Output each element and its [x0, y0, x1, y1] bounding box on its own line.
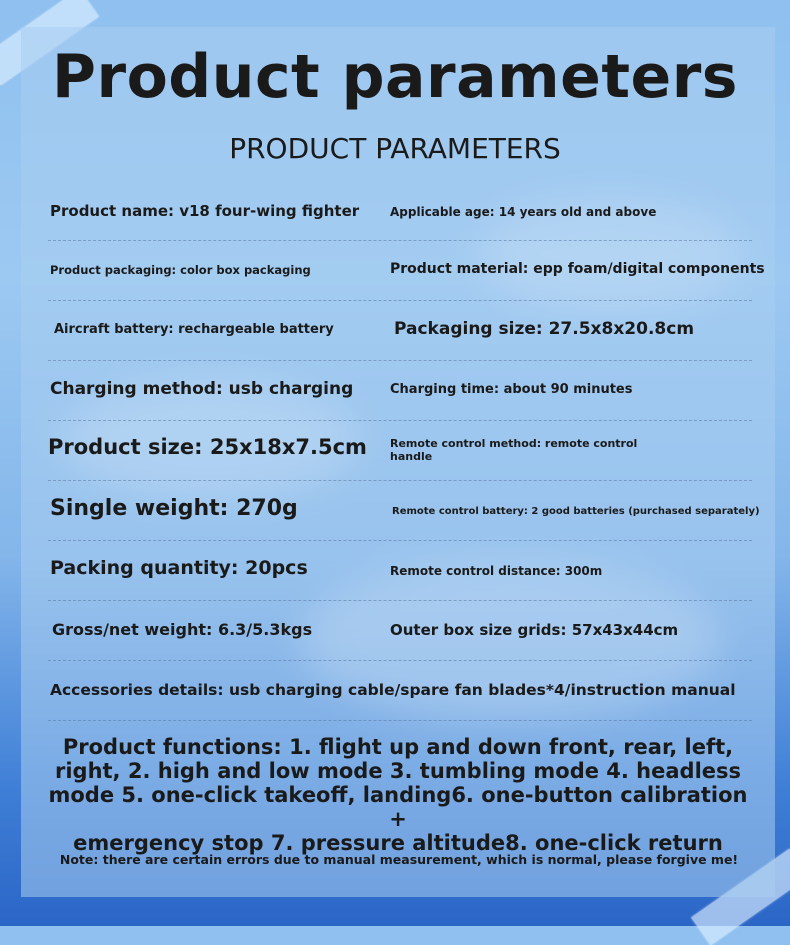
param-applicable-age: Applicable age: 14 years old and above — [390, 205, 657, 219]
param-remote-battery: Remote control battery: 2 good batteries (purchased separately) — [392, 506, 760, 517]
param-row — [48, 480, 760, 541]
param-row — [48, 420, 752, 481]
param-packaging-size: Packaging size: 27.5x8x20.8cm — [394, 319, 695, 339]
product-functions — [40, 735, 756, 855]
param-gross-net-weight: Gross/net weight: 6.3/5.3kgs — [52, 620, 313, 639]
param-aircraft-battery: Aircraft battery: rechargeable battery — [54, 322, 334, 337]
param-row — [48, 540, 752, 601]
functions-line: emergency stop 7. pressure altitude8. one-click return — [73, 831, 723, 855]
param-row — [48, 600, 752, 661]
param-row — [48, 360, 752, 421]
param-charging-time: Charging time: about 90 minutes — [390, 382, 633, 397]
disclaimer-note: Note: there are certain errors due to manual measurement, which is normal, please forgive me! — [59, 852, 739, 867]
param-single-weight: Single weight: 270g — [50, 496, 298, 521]
functions-line: right, 2. high and low mode 3. tumbling mode 4. headless — [54, 759, 742, 783]
param-packing-quantity: Packing quantity: 20pcs — [50, 557, 308, 579]
param-remote-method-cont: handle — [390, 450, 433, 463]
param-remote-method: Remote control method: remote control — [390, 437, 638, 450]
functions-line: Product functions: 1. flight up and down front, rear, left, — [62, 735, 734, 759]
param-product-material: Product material: epp foam/digital components — [390, 261, 765, 277]
param-row — [48, 660, 752, 721]
param-charging-method: Charging method: usb charging — [50, 379, 354, 399]
functions-line: mode 5. one-click takeoff, landing6. one-button calibration + — [48, 783, 748, 831]
param-product-name: Product name: v18 four-wing fighter — [50, 202, 360, 220]
page-subtitle: PRODUCT PARAMETERS — [229, 132, 561, 165]
param-row — [48, 240, 765, 301]
param-accessories: Accessories details: usb charging cable/spare fan blades*4/instruction manual — [50, 681, 736, 699]
param-product-packaging: Product packaging: color box packaging — [50, 263, 311, 277]
param-row — [48, 196, 752, 241]
page-title: Product parameters — [52, 42, 738, 112]
param-outer-box-size: Outer box size grids: 57x43x44cm — [390, 621, 679, 639]
param-remote-distance: Remote control distance: 300m — [390, 564, 603, 578]
param-product-size: Product size: 25x18x7.5cm — [48, 435, 367, 459]
param-row — [48, 300, 752, 361]
